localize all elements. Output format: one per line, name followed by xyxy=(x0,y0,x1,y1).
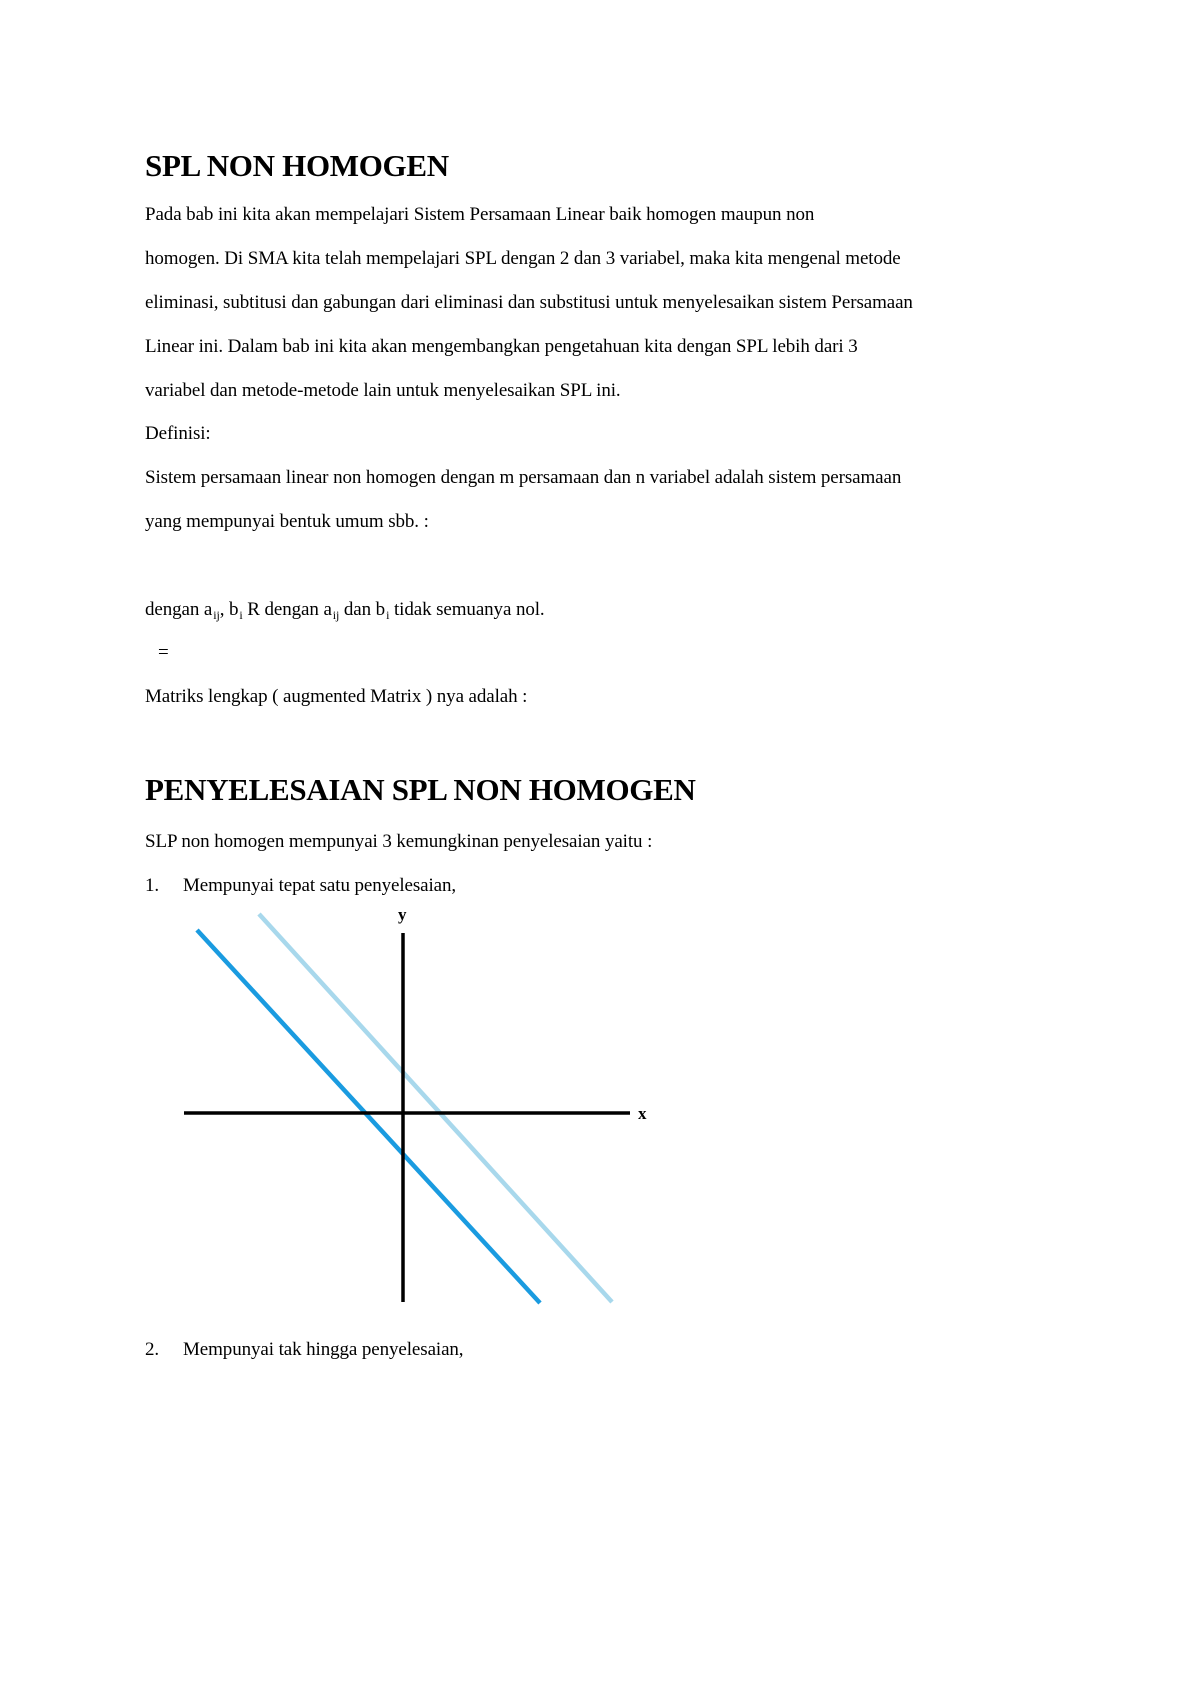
condition-text: tidak semuanya nol. xyxy=(389,599,545,620)
definisi-label: Definisi: xyxy=(145,423,211,444)
condition-text: dengan a xyxy=(145,599,213,620)
paragraph-line: Pada bab ini kita akan mempelajari Sistem Persamaan Linear baik homogen maupun non xyxy=(145,204,815,225)
list-item-number: 1. xyxy=(145,875,160,896)
list-item-text: Mempunyai tak hingga penyelesaian, xyxy=(183,1339,464,1360)
condition-text: R dengan a xyxy=(242,599,332,620)
paragraph-line: homogen. Di SMA kita telah mempelajari SPL dengan 2 dan 3 variabel, maka kita mengenal metode xyxy=(145,248,901,269)
condition-text: dan b xyxy=(339,599,386,620)
paragraph-line: eliminasi, subtitusi dan gabungan dari eliminasi dan substitusi untuk menyelesaikan sistem Persamaan xyxy=(145,292,913,313)
condition-text: , b xyxy=(219,599,239,620)
heading-spl-non-homogen: SPL NON HOMOGEN xyxy=(145,148,449,183)
paragraph-line: Linear ini. Dalam bab ini kita akan mengembangkan pengetahuan kita dengan SPL lebih dari 3 xyxy=(145,336,858,357)
heading-penyelesaian: PENYELESAIAN SPL NON HOMOGEN xyxy=(145,772,696,807)
line-1 xyxy=(197,930,540,1303)
subscript: ij xyxy=(213,608,220,622)
line-2 xyxy=(259,914,612,1302)
intro-penyelesaian: SLP non homogen mempunyai 3 kemungkinan penyelesaian yaitu : xyxy=(145,831,653,852)
paragraph-line: variabel dan metode-metode lain untuk menyelesaikan SPL ini. xyxy=(145,380,621,401)
condition-line xyxy=(145,599,545,623)
unique-solution-graph xyxy=(170,890,680,1310)
list-item-text: Mempunyai tepat satu penyelesaian, xyxy=(183,875,457,896)
y-axis-label: y xyxy=(398,905,407,924)
subscript: i xyxy=(386,608,390,622)
x-axis-label: x xyxy=(638,1104,647,1123)
definisi-text-line: yang mempunyai bentuk umum sbb. : xyxy=(145,511,429,532)
subscript: i xyxy=(239,608,243,622)
augmented-matrix-line: Matriks lengkap ( augmented Matrix ) nya adalah : xyxy=(145,686,528,707)
definisi-text-line: Sistem persamaan linear non homogen dengan m persamaan dan n variabel adalah sistem persamaan xyxy=(145,467,902,488)
equals-sign: = xyxy=(158,642,169,663)
subscript: ij xyxy=(332,608,340,622)
list-item-number: 2. xyxy=(145,1339,160,1360)
